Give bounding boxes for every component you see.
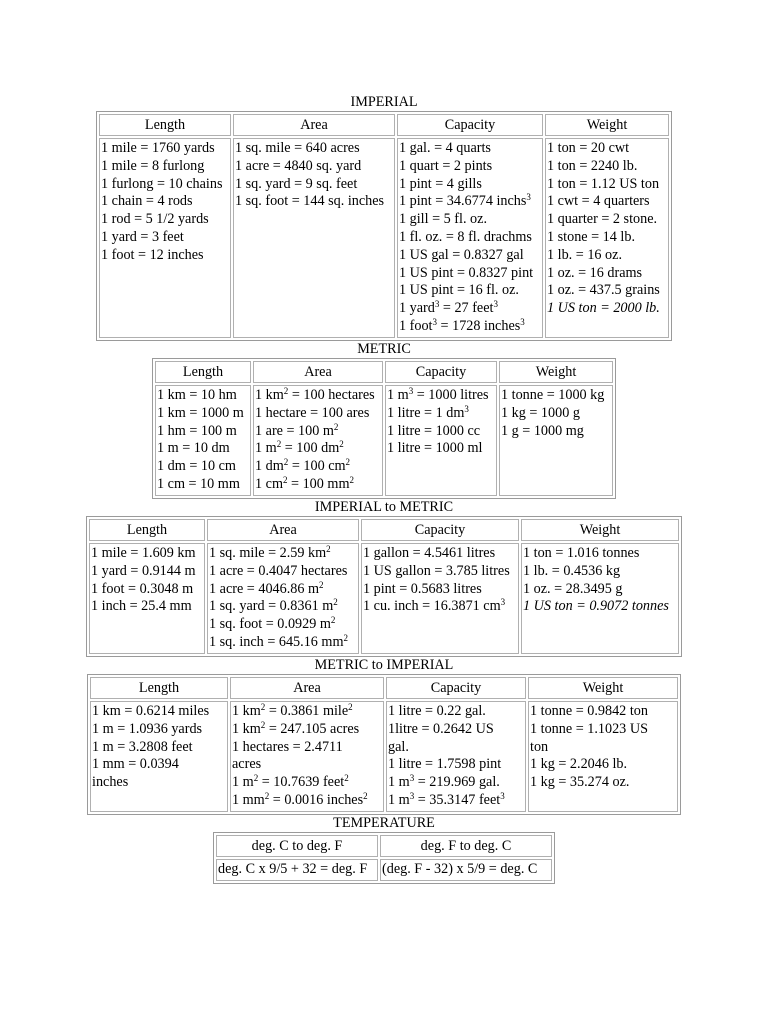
- conversion-line: 1 litre = 1.7598 pint: [388, 756, 502, 773]
- area-cell: [233, 138, 395, 338]
- conversion-line: 1 foot$^3$ = 1728 inches$^3$: [399, 316, 525, 334]
- conversion-line: 1 oz. = 16 drams: [547, 264, 643, 281]
- conversion-line: 1 $cm^2 = 100$ $mm^2$: [255, 474, 354, 492]
- imperial-title: IMPERIAL: [350, 94, 418, 110]
- conversion-line: 1 quart = 2 pints: [399, 157, 493, 174]
- conversion-line: 1 m = 3.2808 feet: [92, 738, 193, 755]
- c-to-f-formula-cell: [216, 859, 378, 881]
- conversion-line: 1 kg = 1000 g: [501, 404, 580, 421]
- conversion-line: 1 dm = 10 cm: [157, 458, 236, 475]
- conversion-line: 1 foot = 12 inches: [101, 246, 204, 263]
- conversion-line: 1 tonne = 0.9842 ton: [530, 703, 648, 719]
- conversion-line: 1 km = 1000 m: [157, 404, 244, 421]
- header-c-to-f: deg. C to deg. F: [216, 835, 378, 857]
- conversion-line: 1 hectares = 2.4711: [232, 738, 343, 755]
- conversion-line: 1 $mm^2 = 0.0016$ inches$^2$: [232, 790, 368, 808]
- conversion-line: acres: [232, 756, 262, 773]
- metric-to-imperial-title: METRIC to IMPERIAL: [314, 657, 454, 673]
- weight-cell: [545, 138, 669, 338]
- area-cell: [230, 701, 384, 812]
- conversion-line: 1 km = 0.6214 miles: [92, 703, 210, 719]
- conversion-line: 1 rod = 5 1/2 yards: [101, 211, 209, 228]
- weight-cell: [521, 543, 679, 654]
- conversion-line: 1 mile = 1.609 km: [91, 545, 196, 561]
- header-area: Area: [253, 361, 383, 383]
- conversion-line: 1 g = 1000 mg: [501, 422, 584, 439]
- conversion-line: 1 oz. = 437.5 grains: [547, 282, 660, 299]
- conversion-line: 1 US ton = 2000 lb.: [547, 300, 660, 317]
- conversion-line: 1 furlong = 10 chains: [101, 175, 223, 192]
- conversion-line: 1 cu. inch = 16.3871 $cm^3$: [363, 597, 506, 615]
- conversion-line: 1 gill = 5 fl. oz.: [399, 211, 487, 228]
- conversion-line: deg. C x 9/5 + 32 = deg. F: [218, 861, 368, 877]
- conversion-line: 1 kg = 35.274 oz.: [530, 774, 630, 791]
- metric-table: [152, 358, 616, 499]
- conversion-line: 1 sq. foot = 144 sq. inches: [235, 193, 385, 210]
- length-cell: [89, 543, 205, 654]
- conversion-line: 1 kg = 2.2046 lb.: [530, 756, 628, 773]
- conversion-line: 1 yard$^3$ = 27 feet$^3$: [399, 299, 498, 317]
- conversion-line: 1 tonne = 1.1023 US: [530, 720, 648, 737]
- conversion-line: 1 cm = 10 mm: [157, 475, 240, 492]
- conversion-line: 1litre = 0.2642 US: [388, 720, 494, 737]
- conversion-line: 1 $km^2 = 247.105$ acres: [232, 719, 360, 737]
- conversion-line: 1 quarter = 2 stone.: [547, 211, 658, 228]
- conversion-line: gal.: [388, 738, 409, 755]
- conversion-line: 1 US gal = 0.8327 gal: [399, 246, 524, 263]
- conversion-line: 1 m = 10 dm: [157, 440, 230, 457]
- conversion-line: 1 gallon = 4.5461 litres: [363, 545, 496, 561]
- imperial-section: [0, 93, 768, 341]
- conversion-line: 1 litre = 0.22 gal.: [388, 703, 486, 719]
- conversion-line: 1 pint = 0.5683 litres: [363, 580, 482, 597]
- conversion-line: 1 yard = 0.9144 m: [91, 562, 196, 579]
- weight-cell: [528, 701, 678, 812]
- conversion-line: 1 sq. mile = 2.59 $km^2$: [209, 544, 331, 561]
- header-capacity: Capacity: [397, 114, 543, 136]
- area-cell: [253, 385, 383, 496]
- header-capacity: Capacity: [386, 677, 526, 699]
- conversion-line: 1 US pint = 0.8327 pint: [399, 264, 534, 281]
- weight-cell: [499, 385, 613, 496]
- capacity-cell: [386, 701, 526, 812]
- conversion-line: 1 mile = 1760 yards: [101, 140, 215, 156]
- conversion-line: 1 ton = 1.12 US ton: [547, 175, 660, 192]
- conversion-line: 1 $km^2 = 100$ hectares: [255, 386, 375, 403]
- conversion-line: 1 sq. yard = 0.8361 $m^2$: [209, 597, 338, 615]
- f-to-c-formula-cell: [380, 859, 552, 881]
- area-cell: [207, 543, 359, 654]
- metric-to-imperial-table: [87, 674, 681, 815]
- conversion-line: 1 $m^2 = 100$ $dm^2$: [255, 439, 344, 457]
- conversion-line: 1 $m^2 = 10.7639$ feet$^2$: [232, 773, 349, 791]
- conversion-line: 1 litre = 1000 cc: [387, 422, 481, 439]
- conversion-line: 1 acre = 0.4047 hectares: [209, 562, 348, 579]
- conversion-line: 1 km = 10 hm: [157, 387, 237, 403]
- header-area: Area: [233, 114, 395, 136]
- temperature-section: [0, 814, 768, 884]
- conversion-line: 1 lb. = 0.4536 kg: [523, 562, 621, 579]
- conversion-line: inches: [92, 774, 129, 791]
- header-f-to-c: deg. F to deg. C: [380, 835, 552, 857]
- conversion-line: 1 mile = 8 furlong: [101, 157, 205, 174]
- conversion-line: 1 fl. oz. = 8 fl. drachms: [399, 228, 532, 245]
- header-area: Area: [207, 519, 359, 541]
- header-weight: Weight: [521, 519, 679, 541]
- metric-section: [0, 340, 768, 499]
- conversion-line: 1 sq. yard = 9 sq. feet: [235, 175, 358, 192]
- conversion-line: 1 ton = 1.016 tonnes: [523, 545, 640, 561]
- conversion-line: 1 m = 1.0936 yards: [92, 720, 203, 737]
- capacity-cell: [361, 543, 519, 654]
- conversion-line: 1 ton = 2240 lb.: [547, 157, 638, 174]
- length-cell: [90, 701, 228, 812]
- conversion-line: 1 lb. = 16 oz.: [547, 246, 622, 263]
- conversion-line: 1 acre = 4046.86 $m^2$: [209, 579, 324, 597]
- imperial-table: [96, 111, 672, 341]
- conversion-line: 1 chain = 4 rods: [101, 193, 193, 210]
- conversion-line: 1 litre = 1000 ml: [387, 440, 483, 457]
- header-length: Length: [89, 519, 205, 541]
- imperial-to-metric-table: [86, 516, 682, 657]
- header-capacity: Capacity: [385, 361, 497, 383]
- length-cell: [99, 138, 231, 338]
- conversion-line: 1 yard = 3 feet: [101, 228, 184, 245]
- conversion-line: 1 cwt = 4 quarters: [547, 193, 650, 210]
- conversion-line: 1 oz. = 28.3495 g: [523, 580, 623, 597]
- metric-title: METRIC: [357, 341, 411, 357]
- header-weight: Weight: [528, 677, 678, 699]
- conversion-line: 1 mm = 0.0394: [92, 756, 179, 773]
- capacity-cell: [385, 385, 497, 496]
- conversion-line: 1 sq. foot = 0.0929 $m^2$: [209, 615, 336, 633]
- conversion-line: 1 hectare = 100 ares: [255, 404, 370, 421]
- conversion-line: 1 are = 100 $m^2$: [255, 421, 339, 439]
- header-weight: Weight: [545, 114, 669, 136]
- conversion-line: 1 foot = 0.3048 m: [91, 580, 194, 597]
- temperature-title: TEMPERATURE: [333, 815, 435, 831]
- header-length: Length: [90, 677, 228, 699]
- length-cell: [155, 385, 251, 496]
- header-length: Length: [99, 114, 231, 136]
- header-capacity: Capacity: [361, 519, 519, 541]
- conversion-line: 1 hm = 100 m: [157, 422, 237, 439]
- capacity-cell: [397, 138, 543, 338]
- conversion-line: ton: [530, 738, 549, 755]
- conversion-line: 1 $m^3 = 35.3147$ feet$^3$: [388, 790, 505, 808]
- conversion-line: 1 US ton = 0.9072 tonnes: [523, 598, 669, 615]
- conversion-line: 1 $m^3 = 1000$ litres: [387, 386, 489, 403]
- conversion-line: 1 $km^2 = 0.3861$ mile$^2$: [232, 702, 353, 719]
- conversion-line: (deg. F - 32) x 5/9 = deg. C: [382, 861, 538, 877]
- conversion-line: 1 US pint = 16 fl. oz.: [399, 282, 519, 299]
- conversion-line: 1 US gallon = 3.785 litres: [363, 562, 510, 579]
- imperial-to-metric-title: IMPERIAL to METRIC: [314, 499, 454, 515]
- header-weight: Weight: [499, 361, 613, 383]
- conversion-line: 1 $m^3 = 219.969$ gal.: [388, 773, 500, 791]
- conversion-line: 1 acre = 4840 sq. yard: [235, 157, 362, 174]
- conversion-line: 1 sq. inch = 645.16 $mm^2$: [209, 632, 349, 650]
- conversion-line: 1 $dm^2 = 100$ $cm^2$: [255, 457, 351, 475]
- header-length: Length: [155, 361, 251, 383]
- conversion-line: 1 ton = 20 cwt: [547, 140, 630, 156]
- header-area: Area: [230, 677, 384, 699]
- temperature-table: [213, 832, 555, 884]
- conversion-line: 1 gal. = 4 quarts: [399, 140, 491, 156]
- conversion-line: 1 stone = 14 lb.: [547, 228, 635, 245]
- conversion-line: 1 pint = 34.6774 inchs$^3$: [399, 192, 531, 210]
- conversion-line: 1 tonne = 1000 kg: [501, 387, 605, 403]
- conversion-line: 1 sq. mile = 640 acres: [235, 140, 360, 156]
- imperial-to-metric-section: [0, 498, 768, 657]
- conversion-line: 1 inch = 25.4 mm: [91, 598, 192, 615]
- metric-to-imperial-section: [0, 656, 768, 815]
- conversion-line: 1 pint = 4 gills: [399, 175, 482, 192]
- conversion-line: 1 litre = 1 $dm^3$: [387, 403, 469, 421]
